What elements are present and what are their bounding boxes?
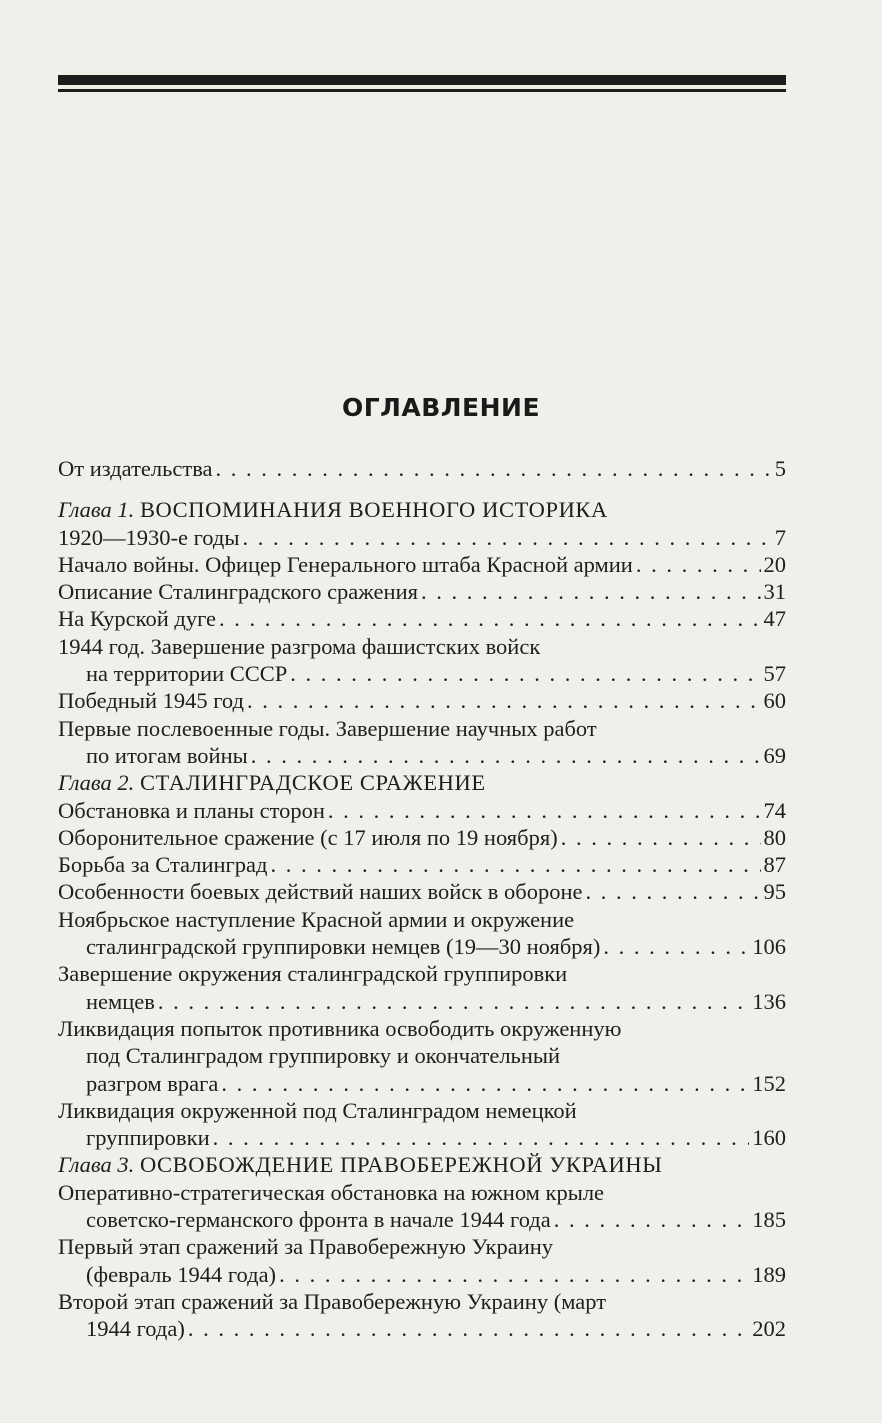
chapter-title: ОСВОБОЖДЕНИЕ ПРАВОБЕРЕЖНОЙ УКРАИНЫ — [139, 1152, 663, 1178]
chapter-title: ВОСПОМИНАНИЯ ВОЕННОГО ИСТОРИКА — [139, 497, 608, 523]
entry-text-line: под Сталинградом группировку и окончательный — [86, 1043, 561, 1069]
page-number: 202 — [752, 1316, 786, 1342]
page-number: 152 — [752, 1070, 786, 1096]
entry-last-line — [58, 988, 786, 1015]
entry-last-line — [58, 1206, 786, 1233]
entry-last-line — [58, 1261, 786, 1288]
entry-last-line — [58, 878, 786, 905]
entry-text-line: 1944 год. Завершение разгрома фашистских войск — [58, 633, 541, 659]
dot-leader — [421, 578, 761, 605]
page-number: 60 — [763, 688, 786, 714]
entry-last-line — [58, 1070, 786, 1097]
top-rule-thin — [58, 89, 786, 92]
chapter-label: Глава 1. — [58, 497, 135, 523]
entry-title: Начало войны. Офицер Генерального штаба Красной армии — [58, 551, 633, 577]
dot-leader — [636, 551, 761, 578]
toc-entry[interactable] — [58, 578, 786, 605]
entry-last-line — [58, 687, 786, 714]
entry-text-line: Ликвидация попыток противника освободить окруженную — [58, 1015, 622, 1041]
chapter-label: Глава 3. — [58, 1152, 135, 1178]
toc-entry[interactable] — [58, 455, 786, 482]
entry-title: советско-германского фронта в начале 1944 года — [86, 1207, 551, 1233]
entry-title: От издательства — [58, 456, 213, 481]
page-number: 69 — [763, 742, 786, 768]
page-number: 74 — [763, 797, 786, 823]
toc-entry[interactable] — [58, 878, 786, 905]
dot-leader — [279, 1261, 749, 1288]
dot-leader — [586, 878, 761, 905]
entry-last-line — [58, 551, 786, 578]
entry-title: разгром врага — [86, 1070, 219, 1096]
chapter-heading — [58, 496, 786, 523]
entry-title: по итогам войны — [86, 742, 248, 768]
toc-entry[interactable] — [58, 551, 786, 578]
entry-title: немцев — [86, 988, 155, 1014]
toc-entry[interactable] — [58, 605, 786, 632]
toc-entry[interactable] — [58, 633, 786, 688]
page-number: 136 — [752, 988, 786, 1014]
page-number: 185 — [752, 1207, 786, 1233]
entry-title: Победный 1945 год — [58, 688, 244, 714]
dot-leader — [251, 742, 761, 769]
entry-text-line: Первый этап сражений за Правобережную Украину — [58, 1234, 554, 1260]
entry-text-line: Второй этап сражений за Правобережную Украину (март — [58, 1288, 607, 1314]
page-number: 57 — [763, 661, 786, 687]
entry-text-line: Завершение окружения сталинградской группировки — [58, 961, 568, 987]
dot-leader — [216, 455, 772, 482]
toc-entry[interactable] — [58, 1288, 786, 1343]
page-number: 7 — [774, 524, 786, 550]
entry-last-line — [58, 660, 786, 687]
page-number: 87 — [763, 852, 786, 878]
top-rule-thick — [58, 75, 786, 85]
entry-title: 1944 года) — [86, 1316, 185, 1342]
entry-last-line — [58, 851, 786, 878]
dot-leader — [328, 797, 761, 824]
dot-leader — [221, 1070, 749, 1097]
page-number: 5 — [774, 456, 786, 481]
toc-entry[interactable] — [58, 687, 786, 714]
page-number: 95 — [763, 879, 786, 905]
entry-title: Обстановка и планы сторон — [58, 797, 325, 823]
toc-entry[interactable] — [58, 1015, 786, 1097]
entry-last-line — [58, 605, 786, 632]
entry-last-line — [58, 455, 786, 482]
entry-text-line: Первые послевоенные годы. Завершение научных работ — [58, 715, 597, 741]
entry-last-line — [58, 578, 786, 605]
entry-title: на территории СССР — [86, 661, 288, 687]
page-number: 47 — [763, 606, 786, 632]
dot-leader — [158, 988, 749, 1015]
dot-leader — [242, 524, 771, 551]
chapter-heading — [58, 769, 786, 796]
entry-title: 1920—1930-е годы — [58, 524, 240, 550]
dot-leader — [247, 687, 761, 714]
page-number: 189 — [752, 1261, 786, 1287]
entry-last-line — [58, 524, 786, 551]
entry-title: Описание Сталинградского сражения — [58, 579, 418, 605]
dot-leader — [219, 605, 761, 632]
chapter-label: Глава 2. — [58, 770, 135, 796]
page-number: 160 — [752, 1125, 786, 1151]
dot-leader — [290, 660, 760, 687]
toc-entry[interactable] — [58, 960, 786, 1015]
dot-leader — [188, 1315, 749, 1342]
spacer — [58, 482, 786, 496]
page-title: ОГЛАВЛЕНИЕ — [341, 393, 541, 422]
toc-entry[interactable] — [58, 797, 786, 824]
dot-leader — [554, 1206, 750, 1233]
dot-leader — [213, 1124, 750, 1151]
dot-leader — [603, 933, 749, 960]
toc-entry[interactable] — [58, 715, 786, 770]
dot-leader — [561, 824, 761, 851]
entry-last-line — [58, 1124, 786, 1151]
toc-entry[interactable] — [58, 1179, 786, 1234]
toc-entry[interactable] — [58, 1233, 786, 1288]
entry-text-line: Ликвидация окруженной под Сталинградом немецкой — [58, 1097, 577, 1123]
entry-title: Оборонительное сражение (с 17 июля по 19 ноября) — [58, 824, 558, 850]
toc-entry[interactable] — [58, 906, 786, 961]
chapter-title: СТАЛИНГРАДСКОЕ СРАЖЕНИЕ — [139, 770, 486, 796]
entry-title: На Курской дуге — [58, 606, 216, 632]
entry-last-line — [58, 797, 786, 824]
entry-title: Особенности боевых действий наших войск в обороне — [58, 879, 583, 905]
page-number: 80 — [763, 824, 786, 850]
toc-entry[interactable] — [58, 524, 786, 551]
entry-last-line — [58, 933, 786, 960]
toc-entry[interactable] — [58, 851, 786, 878]
entry-last-line — [58, 824, 786, 851]
page-number: 31 — [763, 579, 786, 605]
entry-title: (февраль 1944 года) — [86, 1261, 277, 1287]
dot-leader — [270, 851, 760, 878]
toc-entry[interactable] — [58, 1097, 786, 1152]
toc-entry[interactable] — [58, 824, 786, 851]
entry-text-line: Оперативно-стратегическая обстановка на южном крыле — [58, 1179, 605, 1205]
entry-title: группировки — [86, 1125, 210, 1151]
page-number: 20 — [763, 551, 786, 577]
chapter-heading — [58, 1151, 786, 1178]
entry-title: Борьба за Сталинград — [58, 852, 268, 878]
table-of-contents — [58, 455, 786, 1343]
entry-text-line: Ноябрьское наступление Красной армии и окружение — [58, 906, 575, 932]
entry-last-line — [58, 1315, 786, 1342]
entry-title: сталинградской группировки немцев (19—30 ноября) — [86, 934, 601, 960]
entry-last-line — [58, 742, 786, 769]
page-number: 106 — [752, 934, 786, 960]
